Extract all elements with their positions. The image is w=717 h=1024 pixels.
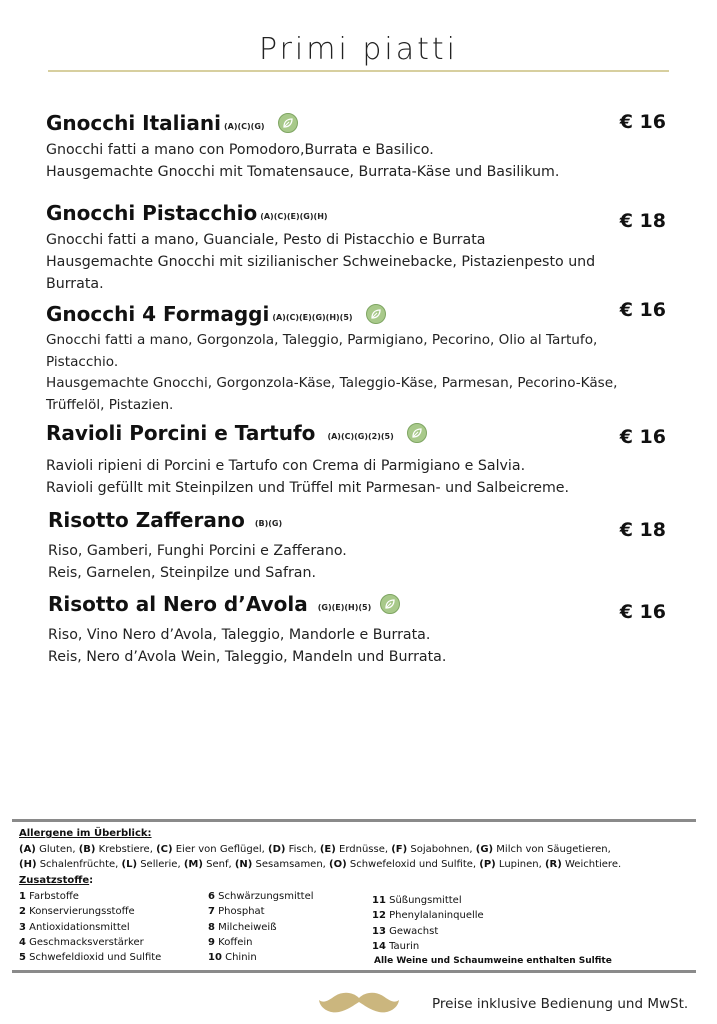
additive-entry: 12 Phenylalaninquelle (372, 910, 484, 922)
dish-description-de: Hausgemachte Gnocchi mit sizilianischer Schweinebacke, Pistazienpesto und Burrata. (46, 254, 596, 292)
allergen-entry: (N) Sesamsamen, (234, 859, 330, 870)
allergen-entry: (C) Eier von Geflügel, (156, 843, 268, 855)
dish-gnocchi-italiani (46, 111, 666, 183)
allergen-list (19, 842, 669, 873)
dish-allergens: (A)(C)(E)(G)(H)(5) (272, 313, 353, 322)
vegetarian-leaf-icon (407, 423, 427, 443)
dish-risotto-zafferano (48, 508, 668, 584)
dish-name: Risotto Zafferano (48, 508, 245, 532)
dish-description-de: Hausgemachte Gnocchi mit Tomatensauce, Burrata-Käse und Basilikum. (46, 164, 560, 180)
vegetarian-leaf-icon (278, 113, 298, 133)
legend-bottom-divider (12, 970, 696, 973)
additive-entry: 14 Taurin (372, 940, 420, 952)
dish-name: Gnocchi Italiani (46, 111, 221, 135)
additive-entry: 6 Schwärzungsmittel (208, 891, 314, 902)
dish-price: € 16 (619, 299, 666, 321)
allergen-legend-title: Allergene im Überblick: (19, 828, 152, 839)
dish-name: Gnocchi 4 Formaggi (46, 302, 270, 326)
additive-entry: 11 Süßungsmittel (372, 895, 462, 906)
dish-description-de: Ravioli gefüllt mit Steinpilzen und Trüffel mit Parmesan- und Salbeicreme. (46, 480, 570, 496)
additives-title: Zusatzstoffe: (19, 874, 94, 886)
dish-allergens: (A)(C)(G) (223, 122, 265, 131)
dish-description-de: Hausgemachte Gnocchi, Gorgonzola-Käse, Taleggio-Käse, Parmesan, Pecorino-Käse, Trüffelöl, Pistazien. (46, 375, 618, 413)
dish-gnocchi-4-formaggi (46, 299, 666, 416)
allergen-entry: (P) Lupinen, (479, 859, 545, 870)
dish-description-it: Ravioli ripieni di Porcini e Tartufo con Crema di Parmigiano e Salvia. (46, 458, 526, 474)
dish-name: Risotto al Nero d’Avola (48, 592, 308, 616)
dish-name: Gnocchi Pistacchio (46, 201, 258, 225)
mustache-logo-icon (317, 990, 401, 1020)
allergen-entry: (F) Sojabohnen, (391, 843, 476, 855)
additive-entry: 5 Schwefeldioxid und Sulfite (19, 952, 162, 964)
additive-entry: 3 Antioxidationsmittel (19, 921, 130, 933)
allergen-entry: (L) Sellerie, (121, 859, 184, 870)
page-title: Primi piatti (259, 32, 458, 67)
additive-entry: 4 Geschmacksverstärker (19, 936, 144, 948)
additive-entry: 9 Koffein (208, 936, 253, 948)
allergen-legend (19, 826, 699, 888)
dish-description-de: Reis, Nero d’Avola Wein, Taleggio, Mandeln und Burrata. (48, 649, 447, 665)
allergen-entry: (G) Milch von Säugetieren, (475, 843, 611, 855)
vegetarian-leaf-icon (366, 304, 386, 324)
allergen-entry: (R) Weichtiere. (544, 859, 622, 870)
additives-column-1 (19, 889, 161, 965)
allergen-entry: (D) Fisch, (268, 843, 320, 855)
additive-entry: 2 Konservierungsstoffe (19, 906, 135, 918)
dish-price: € 18 (619, 210, 666, 232)
dish-name: Ravioli Porcini e Tartufo (46, 421, 316, 445)
legend-top-divider (12, 819, 696, 822)
allergen-entry: (E) Erdnüsse, (319, 843, 392, 855)
dish-ravioli-porcini-tartufo (46, 421, 666, 499)
dish-allergens: (A)(C)(G)(2)(5) (327, 432, 394, 441)
allergen-entry: (A) Gluten, (19, 843, 79, 855)
dish-allergens: (A)(C)(E)(G)(H) (260, 212, 328, 221)
dish-allergens: (G)(E)(H)(5) (317, 603, 372, 612)
additive-entry: 1 Farbstoffe (19, 891, 79, 902)
vegetarian-leaf-icon (380, 594, 400, 614)
sulfite-note: Alle Weine und Schaumweine enthalten Sulfite (374, 956, 612, 967)
dish-price: € 16 (619, 111, 666, 133)
title-divider (48, 70, 669, 72)
allergen-entry: (B) Krebstiere, (78, 843, 157, 855)
allergen-entry: (M) Senf, (183, 859, 235, 870)
additives-column-3 (372, 893, 612, 969)
dish-price: € 18 (619, 519, 666, 541)
dish-price: € 16 (619, 601, 666, 623)
additive-entry: 7 Phosphat (208, 906, 265, 918)
dish-price: € 16 (619, 426, 666, 448)
dish-description-it: Gnocchi fatti a mano, Gorgonzola, Taleggio, Parmigiano, Pecorino, Olio al Tartufo, Pistacchio. (46, 332, 598, 370)
additive-entry: 8 Milcheiweiß (208, 921, 277, 933)
dish-allergens: (B)(G) (254, 519, 283, 528)
price-note: Preise inklusive Bedienung und MwSt. (432, 996, 689, 1012)
dish-description-it: Gnocchi fatti a mano, Guanciale, Pesto di Pistacchio e Burrata (46, 232, 486, 248)
dish-description-it: Riso, Vino Nero d’Avola, Taleggio, Mandorle e Burrata. (48, 627, 431, 643)
dish-gnocchi-pistacchio (46, 201, 666, 295)
additive-entry: 10 Chinin (208, 952, 257, 964)
additive-entry: 13 Gewachst (372, 925, 439, 937)
allergen-entry: (H) Schalenfrüchte, (19, 859, 122, 870)
dish-description-de: Reis, Garnelen, Steinpilze und Safran. (48, 565, 317, 581)
allergen-entry: (O) Schwefeloxid und Sulfite, (329, 859, 480, 870)
dish-description-it: Gnocchi fatti a mano con Pomodoro,Burrata e Basilico. (46, 142, 434, 158)
dish-description-it: Riso, Gamberi, Funghi Porcini e Zafferano. (48, 543, 347, 559)
dish-risotto-nero-davola (48, 592, 668, 668)
additives-column-2 (208, 889, 314, 965)
